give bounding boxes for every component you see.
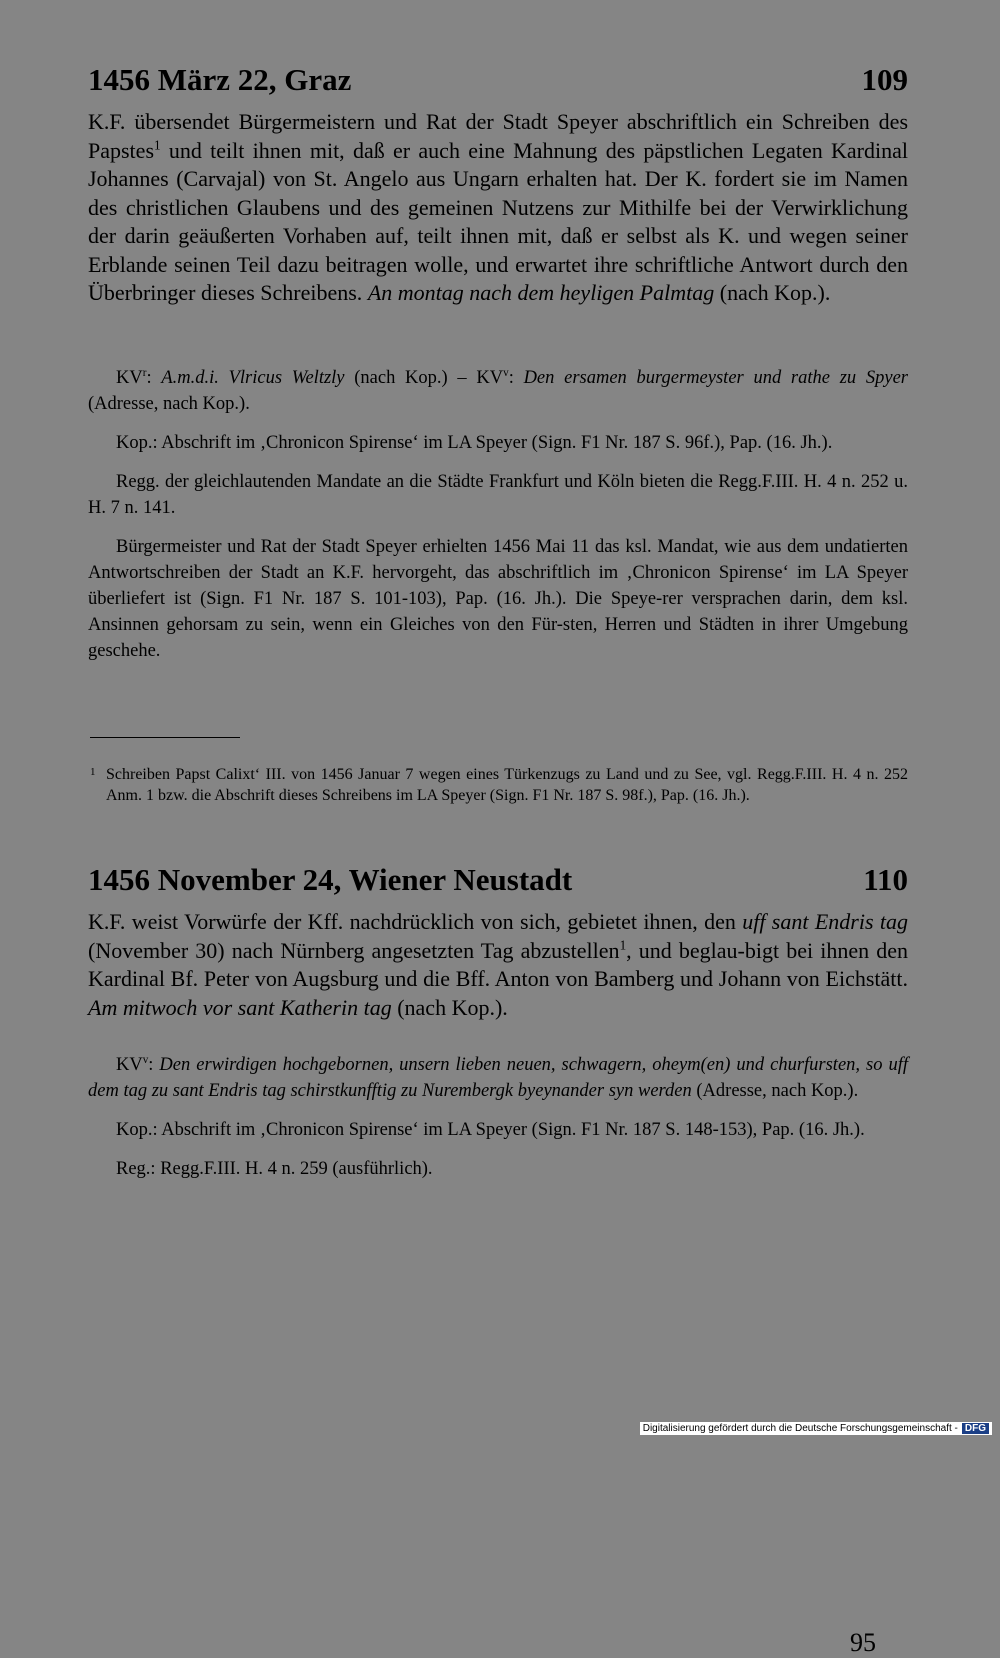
regg-note: Regg. der gleichlautenden Mandate an die Städte Frankfurt und Köln bieten die Regg.F.III. H. 4 n. 252 u. H. 7 n. 141. [88,472,908,518]
page-number: 95 [850,1628,876,1657]
date-formula: An montag nach dem heyligen Palmtag [367,280,715,305]
entry-notes-109 [88,365,908,664]
entry-date-place: 1456 November 24, Wiener Neustadt [88,862,573,897]
footnote-text: Schreiben Papst Calixt‘ III. von 1456 Januar 7 wegen eines Türkenzugs zu Land und zu See, vgl. Regg.F.III. H. 4 n. 252 Anm. 1 bzw. die Abschrift dieses Schreibens im LA Speyer (Sign. F1 Nr. 187 S. 98f.), Pap. (16. Jh.). [106,766,908,804]
digitization-credit: Digitalisierung gefördert durch die Deutsche Forschungsgemeinschaft - DFG [640,1422,992,1435]
kv-note: $KV^v$: Den erwirdigen hochgebornen, unsern lieben neuen, schwagern, oheym(en) und churfursten, so uff dem tag zu sant Endris tag schirstkunfftig zu Nurembergk byeynander syn werden (Adresse, nach Kop.). [88,1053,908,1101]
kv-note: $KV^r$: A.m.d.i. Vlricus Weltzly (nach $Kop.) - KV^v$: Den ersamen burgermeyster und rathe zu Spyer (Adresse, nach Kop.). [88,366,909,414]
kop-note: Kop.: Abschrift im ‚Chronicon Spirense‘ im LA Speyer (Sign. F1 Nr. 187 S. 96f.), Pap. (16. Jh.). [116,433,833,453]
entry-summary-110: K.F. weist Vorwürfe der Kff. nachdrücklich von sich, gebietet ihnen, den uff sant Endris tag (November 30) nach Nürnberg angesetzten Tag abzustellen$^1$, und beglau-bigt bei ihnen den Kardinal Bf. Peter von Augsburg und die Bff. Anton von Bamberg und Johann von Eichstätt. Am mitwoch vor sant Katherin tag (nach Kop.). [88,909,909,1020]
dfg-logo: DFG [962,1423,989,1434]
footnote-reference[interactable]: 1 [154,137,161,153]
entry-summary-109: K.F. übersendet Bürgermeistern und Rat der Stadt Speyer abschriftlich ein Schreiben des Papstes$^1$ und teilt ihnen mit, daß er auch eine Mahnung des päpstlichen Legaten Kardinal Johannes (Carvajal) von St. Angelo aus Ungarn erhalten hat. Der K. fordert sie im Namen des christlichen Glaubens und des gemeinen Nutzens zur Mithilfe bei der Verwirklichung der darin geäußerten Vorhaben auf, teilt ihnen mit, daß er selbst als K. und wegen seiner Erblande seinen Teil dazu beitragen wolle, und erwartet ihre schriftliche Antwort durch den Überbringer dieses Schreibens. An montag nach dem heyligen Palmtag (nach Kop.). [88,109,908,305]
entry-number: 110 [863,862,908,897]
footnote-separator [90,737,240,738]
entry-heading-109 [88,62,908,98]
entry-heading-110 [88,862,908,898]
kop-note: Kop.: Abschrift im ‚Chronicon Spirense‘ im LA Speyer (Sign. F1 Nr. 187 S. 148-153), Pap. (16. Jh.). [116,1120,865,1140]
entry-date-place: 1456 März 22, Graz [88,62,352,97]
footnote-reference[interactable]: 1 [619,937,627,953]
entry-notes-110 [88,1052,908,1182]
entry-number: 109 [861,62,908,97]
footnote-mark: 1 [90,766,96,778]
commentary-paragraph: Bürgermeister und Rat der Stadt Speyer erhielten 1456 Mai 11 das ksl. Mandat, wie aus dem undatierten Antwortschreiben der Stadt an K.F. hervorgeht, das abschriftlich im ‚Chronicon Spirense‘ im LA Speyer überliefert ist (Sign. F1 Nr. 187 S. 101-103), Pap. (16. Jh.). Die Speye-rer versprachen darin, dem ksl. Ansinnen gehorsam zu sein, wenn ein Gleiches von den Für-sten, Herren und Städten in ihrer Umgebung geschehe. [88,537,908,661]
date-formula: Am mitwoch vor sant Katherin tag [88,994,392,1020]
footnote-109 [88,764,908,806]
reg-note: Reg.: Regg.F.III. H. 4 n. 259 (ausführlich). [116,1159,433,1179]
